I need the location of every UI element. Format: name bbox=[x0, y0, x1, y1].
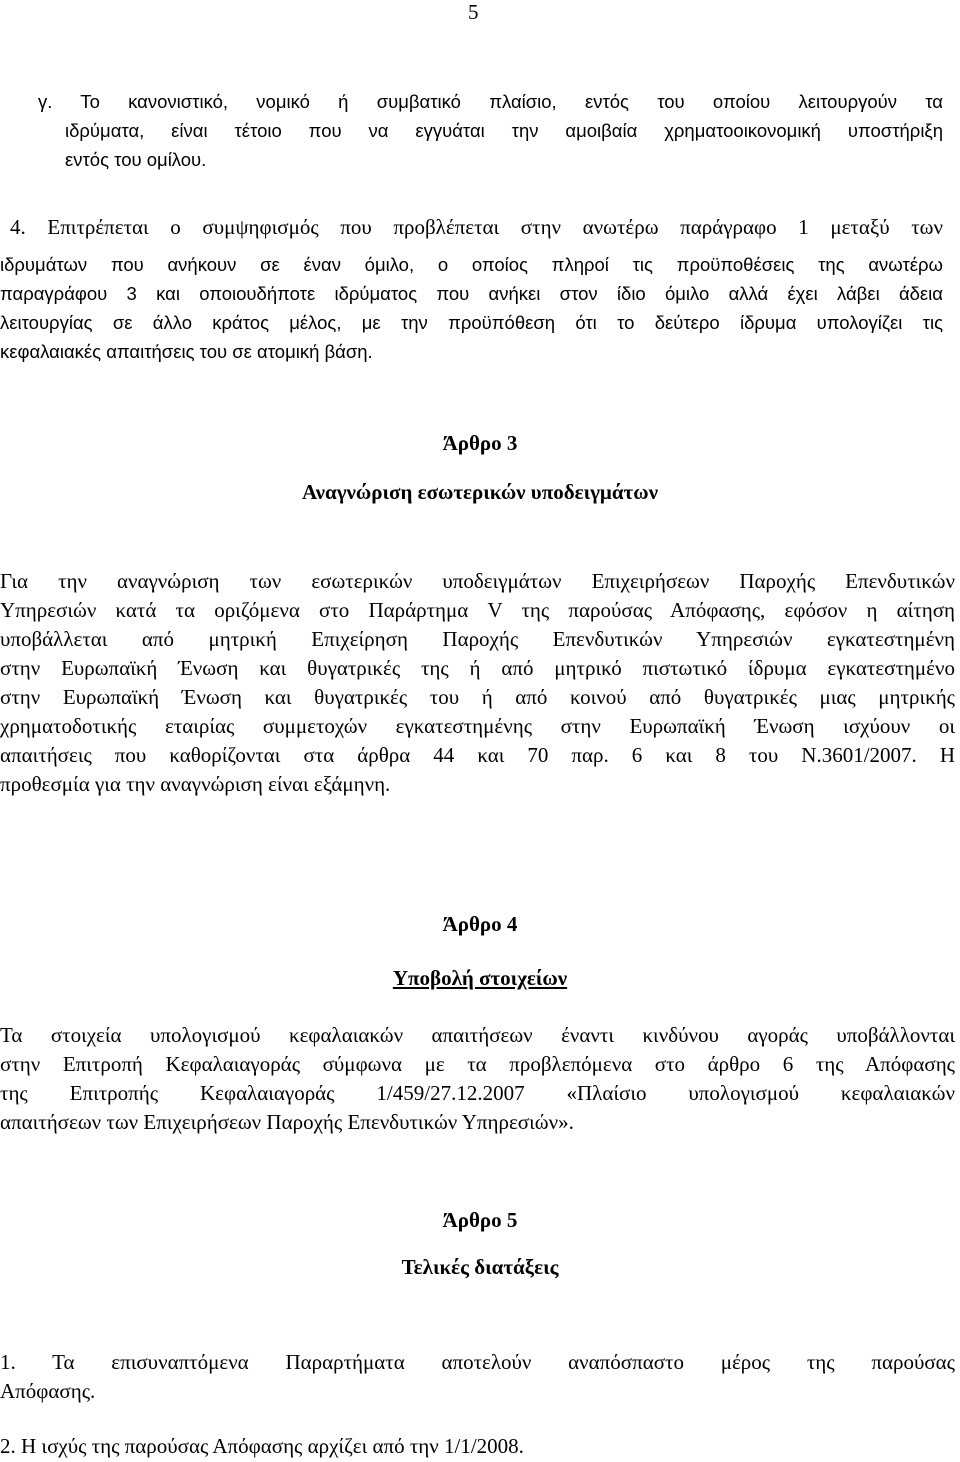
article-3-line: Για την αναγνώριση των εσωτερικών υποδειγμάτων Επιχειρήσεων Παροχής Επενδυτικών bbox=[0, 569, 955, 593]
article-4-line: στην Επιτροπή Κεφαλαιαγοράς σύμφωνα με τα προβλεπόμενα στο άρθρο 6 της Απόφασης bbox=[0, 1052, 955, 1076]
article-5-item-1-line: 1. Τα επισυναπτόμενα Παραρτήματα αποτελούν αναπόσπαστο μέρος της παρούσας bbox=[0, 1350, 955, 1374]
article-3-line: προθεσμία για την αναγνώριση είναι εξάμηνη. bbox=[0, 772, 391, 796]
article-4-number: Άρθρο 4 bbox=[442, 912, 518, 936]
paragraph-4-line: 4. Επιτρέπεται ο συμψηφισμός που προβλέπεται στην ανωτέρω παράγραφο 1 μεταξύ των bbox=[10, 215, 943, 239]
article-4-line: Τα στοιχεία υπολογισμού κεφαλαιακών απαιτήσεων έναντι κινδύνου αγοράς υποβάλλονται bbox=[0, 1023, 955, 1047]
article-3-number: Άρθρο 3 bbox=[442, 431, 518, 455]
article-3-line: υποβάλλεται από μητρική Επιχείρηση Παροχής Επενδυτικών Υπηρεσιών εγκατεστημένη bbox=[0, 627, 955, 651]
paragraph-gamma-line: εντός του ομίλου. bbox=[65, 149, 207, 170]
article-3-line: στην Ευρωπαϊκή Ένωση και θυγατρικές της ή από μητρικό πιστωτικό ίδρυμα εγκατεστημένο bbox=[0, 656, 955, 680]
article-4-line: απαιτήσεων των Επιχειρήσεων Παροχής Επενδυτικών Υπηρεσιών». bbox=[0, 1110, 574, 1134]
paragraph-4-line: κεφαλαιακές απαιτήσεις του σε ατομική βάση. bbox=[0, 341, 373, 362]
article-5-title: Τελικές διατάξεις bbox=[401, 1255, 559, 1279]
article-5-item-1-line: Απόφασης. bbox=[0, 1379, 96, 1403]
article-3-line: Υπηρεσιών κατά τα οριζόμενα στο Παράρτημα V της παρούσας Απόφασης, εφόσον η αίτηση bbox=[0, 598, 955, 622]
article-5-number: Άρθρο 5 bbox=[442, 1208, 518, 1232]
article-3-line: απαιτήσεις που καθορίζονται στα άρθρα 44 και 70 παρ. 6 και 8 του Ν.3601/2007. Η bbox=[0, 743, 955, 767]
page-number: 5 bbox=[468, 0, 479, 24]
paragraph-gamma-line: ιδρύματα, είναι τέτοιο που να εγγυάται την αμοιβαία χρηματοοικονομική υποστήριξη bbox=[65, 120, 943, 141]
article-4-line: της Επιτροπής Κεφαλαιαγοράς 1/459/27.12.2007 «Πλαίσιο υπολογισμού κεφαλαιακών bbox=[0, 1081, 955, 1105]
paragraph-4-line: λειτουργίας σε άλλο κράτος μέλος, με την προϋπόθεση ότι το δεύτερο ίδρυμα υπολογίζει τις bbox=[0, 312, 943, 333]
paragraph-4-line: παραγράφου 3 και οποιουδήποτε ιδρύματος που ανήκει στον ίδιο όμιλο αλλά έχει λάβει άδεια bbox=[0, 283, 943, 304]
article-4-title: Υποβολή στοιχείων bbox=[392, 966, 568, 990]
article-5-item-2: 2. Η ισχύς της παρούσας Απόφασης αρχίζει από την 1/1/2008. bbox=[0, 1434, 524, 1458]
article-3-line: χρηματοδοτικής εταιρίας συμμετοχών εγκατεστημένης στην Ευρωπαϊκή Ένωση ισχύουν οι bbox=[0, 714, 955, 738]
article-3-title: Αναγνώριση εσωτερικών υποδειγμάτων bbox=[302, 480, 658, 504]
paragraph-4-line: ιδρυμάτων που ανήκουν σε έναν όμιλο, ο οποίος πληροί τις προϋποθέσεις της ανωτέρω bbox=[0, 254, 943, 275]
paragraph-gamma-line: γ. Το κανονιστικό, νομικό ή συμβατικό πλαίσιο, εντός του οποίου λειτουργούν τα bbox=[38, 91, 943, 112]
article-3-line: στην Ευρωπαϊκή Ένωση και θυγατρικές του ή από κοινού από θυγατρικές μιας μητρικής bbox=[0, 685, 955, 709]
